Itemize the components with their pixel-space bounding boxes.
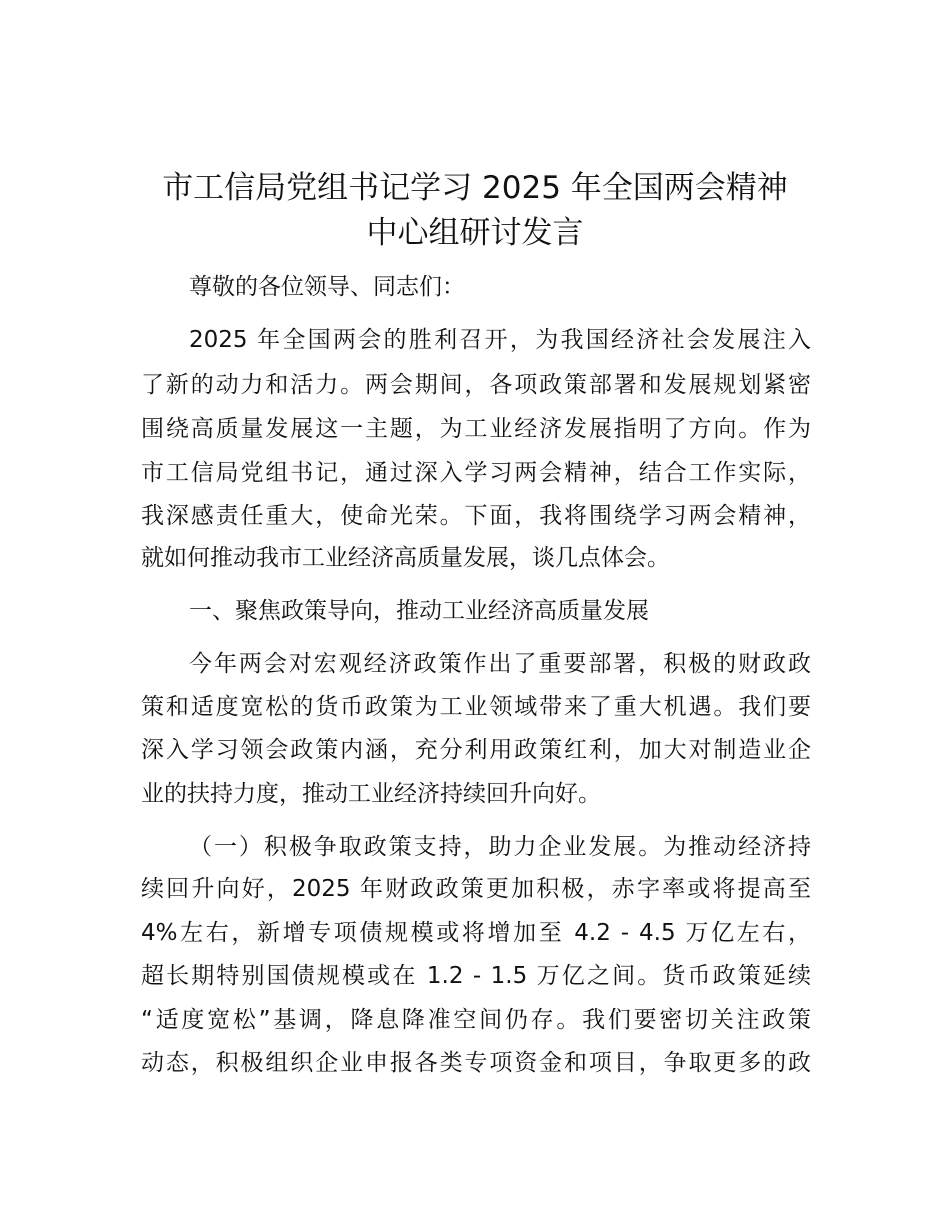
section-heading-1: 一、聚焦政策导向，推动工业经济高质量发展 — [189, 598, 649, 624]
paragraph-3-line-6: 动态，积极组织企业申报各类专项资金和项目，争取更多的政 — [141, 1050, 811, 1076]
document-title-line-2: 中心组研讨发言 — [366, 215, 584, 251]
paragraph-1-line-6: 就如何推动我市工业经济高质量发展，谈几点体会。 — [141, 545, 670, 571]
paragraph-3-line-4: 超长期特别国债规模或在 1.2 - 1.5 万亿之间。货币政策延续 — [141, 963, 811, 989]
paragraph-3-line-2: 续回升向好，2025 年财政政策更加积极，赤字率或将提高至 — [141, 876, 811, 902]
paragraph-1-line-4: 市工信局党组书记，通过深入学习两会精神，结合工作实际， — [141, 460, 811, 486]
greeting: 尊敬的各位领导、同志们： — [189, 274, 465, 300]
paragraph-2-line-4: 业的扶持力度，推动工业经济持续回升向好。 — [141, 781, 601, 807]
paragraph-1-line-5: 我深感责任重大，使命光荣。下面，我将围绕学习两会精神， — [141, 503, 811, 529]
paragraph-2-line-2: 策和适度宽松的货币政策为工业领域带来了重大机遇。我们要 — [141, 694, 811, 720]
paragraph-1-line-2: 了新的动力和活力。两会期间，各项政策部署和发展规划紧密 — [141, 372, 811, 398]
paragraph-1-line-1: 2025 年全国两会的胜利召开，为我国经济社会发展注入 — [189, 327, 811, 353]
paragraph-2-line-1: 今年两会对宏观经济政策作出了重要部署，积极的财政政 — [189, 651, 811, 677]
paragraph-2-line-3: 深入学习领会政策内涵，充分利用政策红利，加大对制造业企 — [141, 737, 811, 763]
paragraph-3-line-1: （一）积极争取政策支持，助力企业发展。为推动经济持 — [189, 834, 811, 860]
paragraph-3-line-3: 4%左右，新增专项债规模或将增加至 4.2 - 4.5 万亿左右， — [141, 920, 811, 946]
document-title-line-1: 市工信局党组书记学习 2025 年全国两会精神 — [162, 170, 788, 206]
paragraph-3-line-5: “适度宽松”基调，降息降准空间仍存。我们要密切关注政策 — [141, 1007, 811, 1033]
paragraph-1-line-3: 围绕高质量发展这一主题，为工业经济发展指明了方向。作为 — [141, 416, 811, 442]
